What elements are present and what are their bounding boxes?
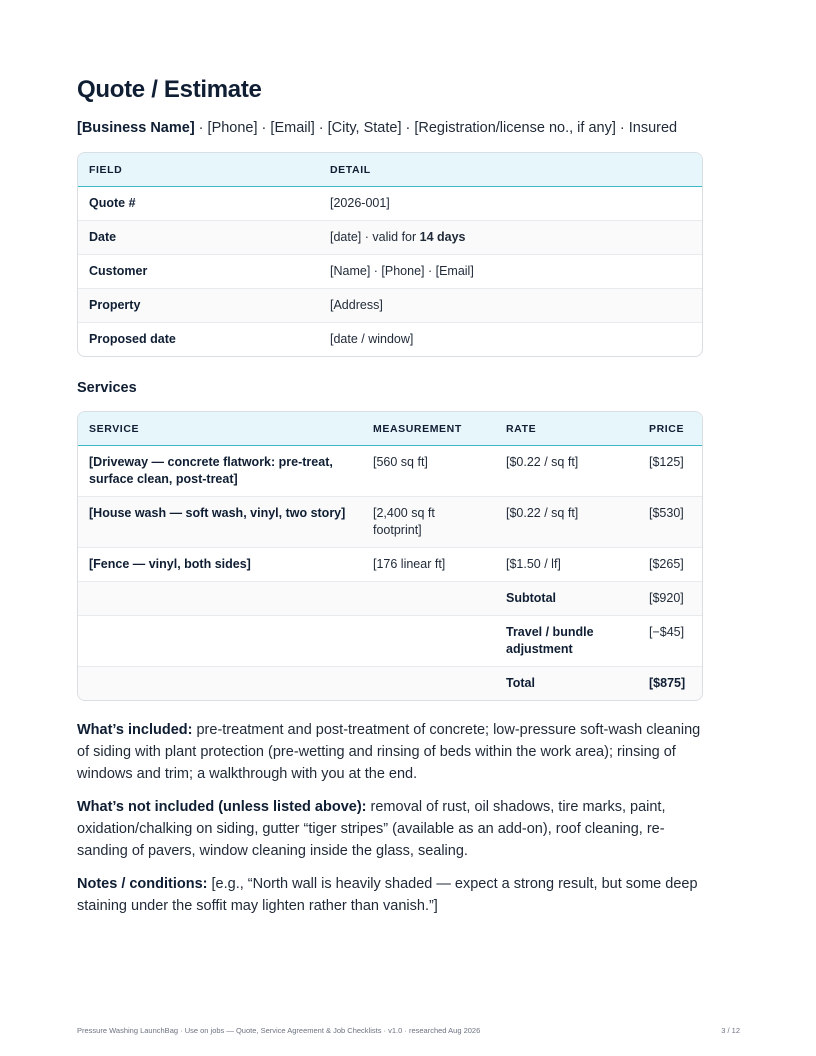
business-info-line [77,118,701,138]
excluded-text: removal of rust, oil shadows, tire marks, paint, oxidation/chalking on siding, gutter “tiger stripes” (available as an add-on), roof cleaning, re-sanding of pavers, window cleaning inside the glass, sealing. [77,799,666,859]
included-paragraph [77,719,701,785]
table-row [78,187,702,221]
adjustment-price: [−$45] [638,616,702,667]
table-header-row [78,153,702,187]
column-header-rate: RATE [495,412,638,446]
business-name: [Business Name] [77,120,195,136]
subtotal-row [78,582,702,616]
services-heading: Services [77,380,137,396]
included-text: pre-treatment and post-treatment of concrete; low-pressure soft-wash cleaning of siding with plant protection (pre-wetting and rinsing of beds within the work area); rinsing of windows and trim; a walkthrough with you at the end. [77,722,701,782]
table-row [78,548,702,582]
empty-cell [78,667,362,701]
rate-cell: [$1.50 / lf] [495,548,638,582]
table-row [78,255,702,289]
table-row [78,289,702,323]
table-row [78,446,702,497]
adjustment-label: Travel / bundle adjustment [495,616,638,667]
quote-details-table [77,152,703,357]
included-label: What’s included: [77,722,193,738]
footer-doc-info: Pressure Washing LaunchBag · Use on jobs — Quote, Service Agreement & Job Checklists · v1.0 · researched Aug 2026 [77,1026,481,1035]
measurement-cell: [2,400 sq ft footprint] [362,497,495,548]
services-table [77,411,703,701]
field-label: Property [78,289,319,323]
field-label: Customer [78,255,319,289]
table-row [78,323,702,357]
price-cell: [$125] [649,455,684,469]
subtotal-price: [$920] [638,582,702,616]
empty-cell [78,582,362,616]
page-footer [77,1026,740,1035]
service-cell: [House wash — soft wash, vinyl, two story] [78,497,362,548]
validity-period: 14 days [419,230,466,244]
total-label: Total [495,667,638,701]
field-label: Date [78,221,319,255]
field-label: Quote # [89,196,136,210]
rate-cell: [$0.22 / sq ft] [495,497,638,548]
field-value: [Address] [319,289,702,323]
table-row [78,497,702,548]
service-cell: [Fence — vinyl, both sides] [78,548,362,582]
service-cell: [Driveway — concrete flatwork: pre-treat, surface clean, post-treat] [89,455,333,486]
column-header-field: FIELD [78,153,319,187]
notes-text: [e.g., “North wall is heavily shaded — expect a strong result, but some deep staining under the soffit may lighten rather than vanish.”] [77,876,698,914]
empty-cell [362,667,495,701]
column-header-service: SERVICE [78,412,362,446]
rate-cell: [$0.22 / sq ft] [506,455,579,469]
column-header-price: PRICE [638,412,702,446]
column-header-measurement: MEASUREMENT [362,412,495,446]
measurement-cell: [560 sq ft] [373,455,428,469]
field-value: [2026-001] [330,196,390,210]
total-price: [$875] [638,667,702,701]
excluded-paragraph [77,796,701,862]
empty-cell [362,616,495,667]
table-header-row [78,412,702,446]
measurement-cell: [176 linear ft] [362,548,495,582]
date-value: [date] · valid for [330,230,420,244]
subtotal-label: Subtotal [495,582,638,616]
empty-cell [78,616,362,667]
notes-paragraph [77,873,701,917]
notes-label: Notes / conditions: [77,876,208,892]
price-cell: [$265] [638,548,702,582]
quote-page [77,74,701,917]
page-title: Quote / Estimate [77,76,262,103]
total-row [78,667,702,701]
page-number: 3 / 12 [721,1026,740,1035]
excluded-label: What’s not included (unless listed above): [77,799,367,815]
table-row [78,221,702,255]
price-cell: [$530] [638,497,702,548]
field-value [319,221,702,255]
empty-cell [362,582,495,616]
field-label: Proposed date [78,323,319,357]
field-value: [date / window] [319,323,702,357]
adjustment-row [78,616,702,667]
column-header-detail: DETAIL [319,153,702,187]
business-contact: · [Phone] · [Email] · [City, State] · [Registration/license no., if any] · Insured [194,120,678,136]
field-value: [Name] · [Phone] · [Email] [319,255,702,289]
